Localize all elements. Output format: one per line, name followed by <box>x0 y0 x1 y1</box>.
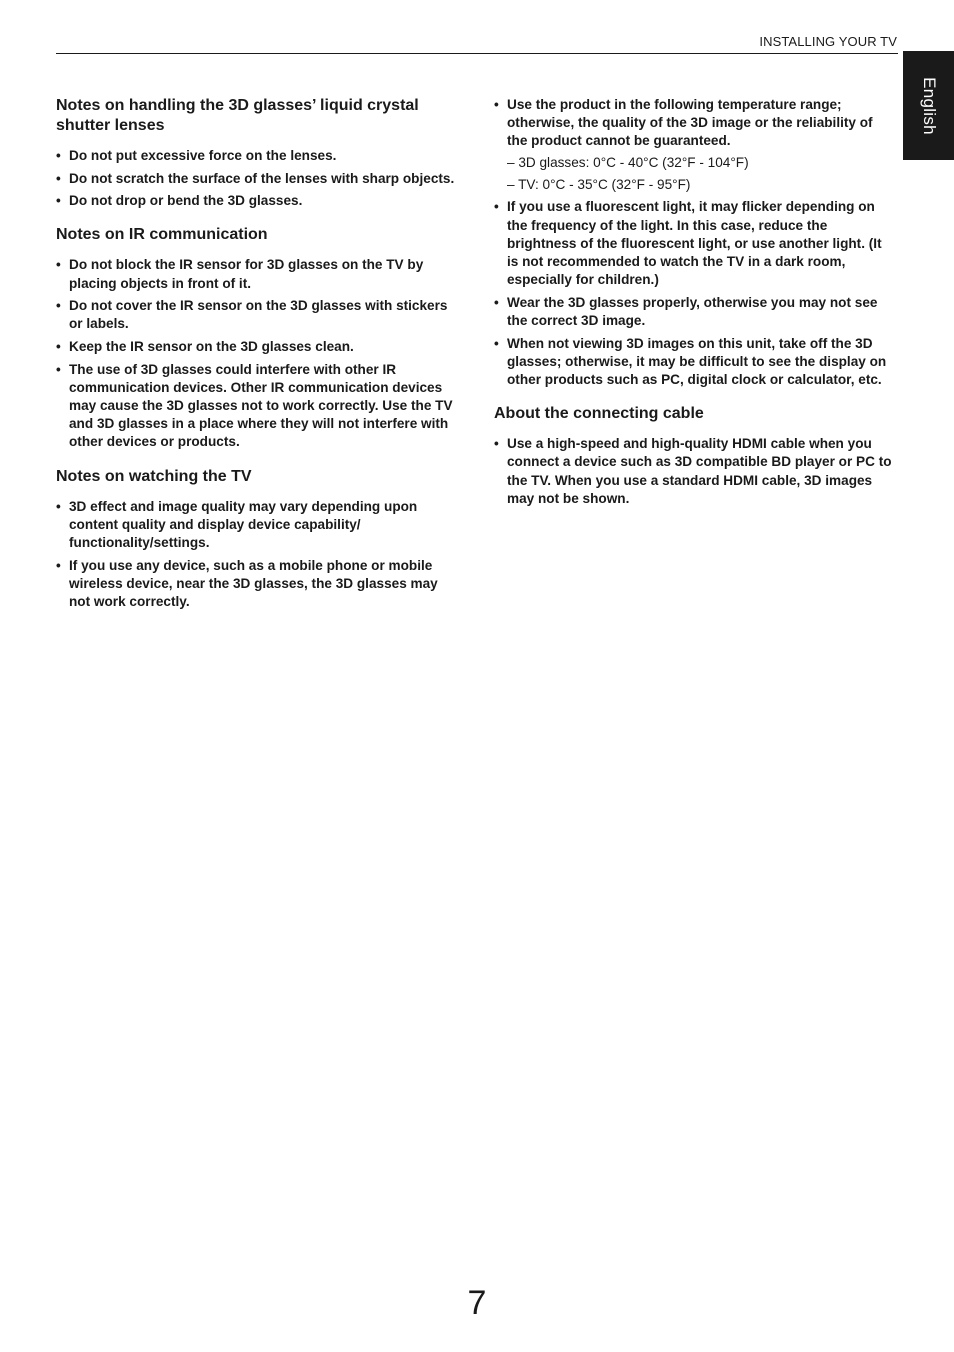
list-item: • Do not scratch the surface of the lenses with sharp objects. <box>56 170 455 186</box>
header-rule <box>56 53 898 54</box>
list-item: • Wear the 3D glasses properly, otherwise you may not see the correct 3D image. <box>494 294 878 329</box>
bullet-list <box>56 147 461 210</box>
section-title: About the connecting cable <box>494 405 704 423</box>
list-item: • Do not block the IR sensor for 3D glasses on the TV by placing objects in front of it. <box>56 257 424 291</box>
section-title: Notes on handling the 3D glasses’ liquid crystal shutter lenses <box>56 97 419 134</box>
section-ir <box>56 225 461 451</box>
left-column <box>56 96 461 616</box>
right-column <box>494 96 896 512</box>
section-lenses <box>56 96 461 210</box>
page-number: 7 <box>467 1284 487 1322</box>
list-item: • Do not drop or bend the 3D glasses. <box>56 193 303 209</box>
list-item: • Do not put excessive force on the lenses. <box>56 148 337 163</box>
list-item: • Use a high-speed and high-quality HDMI cable when you connect a device such as 3D compatible BD player or PC to the TV. When you use a standard HDMI cable, 3D images may not be shown. <box>494 436 892 506</box>
language-tab <box>903 51 954 160</box>
temperature-tv: – TV: 0°C - 35°C (32°F - 95°F) <box>507 176 691 192</box>
list-item: • When not viewing 3D images on this unit, take off the 3D glasses; otherwise, it may be difficult to see the display on other products such as PC, digital clock or calculator, etc. <box>494 335 887 388</box>
running-header: INSTALLING YOUR TV <box>759 34 897 49</box>
list-item: • If you use any device, such as a mobile phone or mobile wireless device, near the 3D glasses, the 3D glasses may not work correctly. <box>56 557 438 609</box>
temperature-glasses: – 3D glasses: 0°C - 40°C (32°F - 104°F) <box>507 154 749 170</box>
section-cable <box>494 404 896 508</box>
language-tab-label: English <box>919 76 939 135</box>
list-item: • Use the product in the following temperature range; otherwise, the quality of the 3D image or the reliability of the product cannot be guaranteed. – 3D glasses: 0°C - 40°C (32°F - 104°F) – TV: 0°C - 35°C (32°F - 95°F) <box>494 96 896 194</box>
section-watching <box>56 467 461 612</box>
list-item: • Keep the IR sensor on the 3D glasses clean. <box>56 338 354 354</box>
bullet-list <box>56 498 461 612</box>
list-item: • If you use a fluorescent light, it may flicker depending on the frequency of the light. In this case, reduce the brightness of the fluorescent light, or use another light. (It is not recommended to watch the TV in a dark room, especially for children.) <box>494 199 882 288</box>
bullet-list <box>494 435 896 508</box>
list-item: • 3D effect and image quality may vary depending upon content quality and display device capability/ functionality/settings. <box>56 498 418 550</box>
section-watching-continued <box>494 96 896 389</box>
list-item: • The use of 3D glasses could interfere with other IR communication devices. Other IR communication devices may cause the 3D glasses not to work correctly. Use the TV and 3D glasses in a place where they will not interfere with other devices or products. <box>56 361 453 450</box>
bullet-list <box>56 256 461 451</box>
section-title: Notes on watching the TV <box>56 467 252 485</box>
bullet-list <box>494 96 896 389</box>
section-title: Notes on IR communication <box>56 226 268 244</box>
list-item: • Do not cover the IR sensor on the 3D glasses with stickers or labels. <box>56 298 448 332</box>
